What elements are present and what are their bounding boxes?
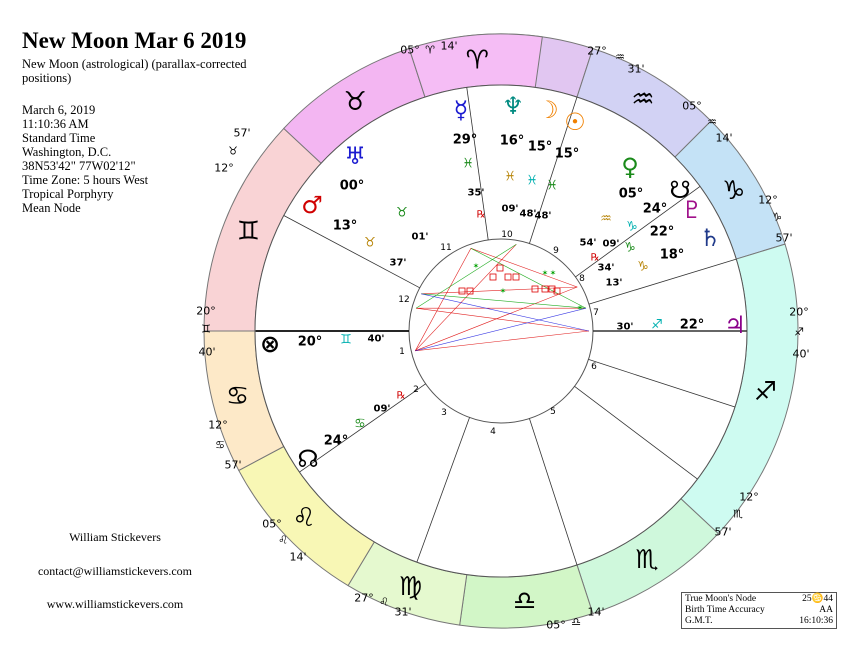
venus-degree: 05° bbox=[618, 186, 644, 202]
cusp-sign: ♌ bbox=[278, 533, 288, 547]
mercury-degree: 29° bbox=[452, 132, 478, 148]
cusp-minute: 57' bbox=[775, 231, 793, 245]
info-location: Washington, D.C. bbox=[22, 145, 112, 159]
aspect-marker-sextile: ✶ bbox=[499, 286, 507, 296]
aspect-marker-sextile: ✶ bbox=[472, 261, 480, 271]
saturn-minute: 13' bbox=[605, 277, 623, 289]
venus-glyph: ♀ bbox=[621, 153, 639, 181]
south-node-glyph: ☋ bbox=[669, 176, 691, 204]
house-number-4: 4 bbox=[490, 427, 496, 437]
neptune-glyph: ♆ bbox=[502, 92, 524, 120]
cusp-sign: ♒ bbox=[615, 50, 625, 64]
subtitle-line-1: New Moon (astrological) (parallax-corrected bbox=[22, 57, 247, 71]
mercury-glyph: ☿ bbox=[453, 96, 469, 124]
cusp-minute: 57' bbox=[233, 126, 251, 140]
cusp-degree: 27° bbox=[587, 44, 607, 58]
jupiter-glyph: ♃ bbox=[724, 311, 746, 339]
sign-glyph-taurus: ♉ bbox=[343, 87, 367, 118]
cusp-degree: 05° bbox=[262, 517, 282, 531]
house-number-3: 3 bbox=[441, 408, 447, 418]
moon-minute: 48' bbox=[519, 208, 537, 220]
pluto-glyph: ♇ bbox=[681, 196, 703, 224]
aspect-marker-sextile: ✶ bbox=[549, 268, 557, 278]
sign-glyph-scorpio: ♏ bbox=[635, 544, 659, 575]
sign-glyph-cancer: ♋ bbox=[225, 381, 250, 412]
info-coordinates: 38N53'42" 77W02'12" bbox=[22, 159, 136, 173]
uranus-degree: 00° bbox=[339, 178, 365, 194]
cusp-degree: 27° bbox=[354, 591, 374, 605]
sign-glyph-capricorn: ♑ bbox=[722, 176, 746, 207]
north-node-minute: 09' bbox=[373, 403, 391, 415]
cusp-minute: 57' bbox=[224, 458, 242, 472]
cusp-degree: 12° bbox=[758, 193, 778, 207]
venus-sign: ♒ bbox=[600, 211, 612, 227]
mars-glyph: ♂ bbox=[301, 191, 323, 219]
cusp-degree: 20° bbox=[789, 305, 809, 319]
sun-minute: 48' bbox=[534, 210, 552, 222]
part-of-fortune-sign: ♊ bbox=[340, 332, 352, 348]
house-number-11: 11 bbox=[440, 243, 452, 253]
mars-degree: 13° bbox=[332, 218, 358, 234]
sign-glyph-aquarius: ♒ bbox=[631, 84, 655, 115]
sun-glyph: ☉ bbox=[564, 108, 586, 136]
house-number-2: 2 bbox=[413, 385, 419, 395]
cusp-sign: ♉ bbox=[228, 144, 238, 158]
part-of-fortune-minute: 40' bbox=[367, 333, 385, 345]
moon-degree: 15° bbox=[527, 139, 553, 155]
cusp-sign: ♌ bbox=[379, 595, 389, 609]
cusp-minute: 14' bbox=[587, 605, 605, 619]
cusp-minute: 14' bbox=[440, 39, 458, 53]
sun-sign: ♓ bbox=[546, 178, 558, 194]
house-number-7: 7 bbox=[593, 308, 599, 318]
neptune-minute: 09' bbox=[501, 203, 519, 215]
neptune-degree: 16° bbox=[499, 133, 525, 149]
chart-title: New Moon Mar 6 2019 bbox=[22, 28, 247, 53]
info-date: March 6, 2019 bbox=[22, 103, 96, 117]
aspect-marker-sextile: ✶ bbox=[541, 268, 549, 278]
mercury-sign: ♓ bbox=[462, 156, 474, 172]
mercury-retro: ℞ bbox=[476, 209, 486, 221]
south-node-sign: ♑ bbox=[626, 219, 638, 235]
cusp-sign: ♒ bbox=[707, 115, 717, 129]
info-time: 11:10:36 AM bbox=[22, 117, 89, 131]
cusp-degree: 12° bbox=[214, 161, 234, 175]
mars-sign: ♉ bbox=[364, 235, 376, 251]
sign-glyph-sagittarius: ♐ bbox=[753, 377, 778, 408]
uranus-minute: 01' bbox=[411, 231, 429, 243]
pluto-minute: 34' bbox=[597, 262, 615, 274]
cusp-degree: 20° bbox=[196, 304, 216, 318]
house-number-5: 5 bbox=[550, 407, 556, 417]
author-email[interactable]: contact@williamstickevers.com bbox=[37, 564, 192, 578]
sign-glyph-libra: ♎ bbox=[513, 586, 537, 617]
venus-minute: 54' bbox=[579, 237, 597, 249]
moon-sign: ♓ bbox=[526, 173, 538, 189]
house-number-6: 6 bbox=[591, 362, 597, 372]
north-node-retro: ℞ bbox=[396, 390, 406, 402]
cusp-minute: 40' bbox=[792, 347, 810, 361]
saturn-sign: ♑ bbox=[637, 259, 649, 275]
house-number-9: 9 bbox=[553, 246, 559, 256]
cusp-sign: ♊ bbox=[201, 322, 211, 336]
legend-row: Birth Time Accuracy AA bbox=[685, 605, 833, 615]
cusp-degree: 12° bbox=[739, 490, 759, 504]
pluto-degree: 22° bbox=[649, 224, 675, 240]
house-number-12: 12 bbox=[398, 295, 410, 305]
cusp-minute: 31' bbox=[394, 605, 412, 619]
cusp-degree: 12° bbox=[208, 418, 228, 432]
mercury-minute: 35' bbox=[467, 187, 485, 199]
part-of-fortune-degree: 20° bbox=[297, 334, 323, 350]
cusp-minute: 14' bbox=[289, 550, 307, 564]
cusp-minute: 31' bbox=[627, 62, 645, 76]
south-node-retro: ℞ bbox=[590, 252, 600, 264]
pluto-sign: ♑ bbox=[624, 240, 636, 256]
sign-glyph-leo: ♌ bbox=[292, 502, 316, 533]
south-node-minute: 09' bbox=[602, 238, 620, 250]
neptune-sign: ♓ bbox=[504, 169, 516, 185]
moon-glyph: ☽ bbox=[537, 96, 559, 124]
info-house-system: Tropical Porphyry bbox=[22, 187, 114, 201]
legend-row: G.M.T. 16:10:36 bbox=[685, 616, 833, 626]
house-number-8: 8 bbox=[579, 274, 585, 284]
uranus-sign: ♉ bbox=[396, 205, 408, 221]
cusp-sign: ♎ bbox=[571, 615, 581, 629]
cusp-sign: ♐ bbox=[794, 325, 804, 339]
north-node-glyph: ☊ bbox=[297, 445, 319, 473]
jupiter-sign: ♐ bbox=[651, 317, 663, 333]
house-number-10: 10 bbox=[501, 230, 513, 240]
north-node-degree: 24° bbox=[323, 433, 349, 449]
cusp-degree: 05° bbox=[400, 43, 420, 57]
jupiter-minute: 30' bbox=[616, 321, 634, 333]
cusp-minute: 57' bbox=[714, 525, 732, 539]
sign-glyph-virgo: ♍ bbox=[398, 571, 423, 602]
author-name: William Stickevers bbox=[69, 530, 161, 544]
part-of-fortune-glyph: ⊗ bbox=[259, 330, 281, 358]
uranus-glyph: ♅ bbox=[344, 142, 366, 170]
sign-glyph-gemini: ♊ bbox=[236, 216, 261, 247]
inner-circle bbox=[409, 239, 593, 423]
sun-degree: 15° bbox=[554, 146, 580, 162]
jupiter-degree: 22° bbox=[679, 317, 705, 333]
cusp-degree: 05° bbox=[682, 99, 702, 113]
cusp-minute: 14' bbox=[715, 131, 733, 145]
aspect-marker-sextile: ✶ bbox=[576, 303, 584, 313]
cusp-sign: ♈ bbox=[425, 43, 435, 57]
mars-minute: 37' bbox=[389, 257, 407, 269]
saturn-degree: 18° bbox=[659, 247, 685, 263]
house-number-1: 1 bbox=[399, 347, 405, 357]
legend-row: True Moon's Node 25♋44 bbox=[685, 594, 833, 604]
info-timezone: Time Zone: 5 hours West bbox=[22, 173, 149, 187]
south-node-degree: 24° bbox=[642, 201, 668, 217]
north-node-sign: ♋ bbox=[354, 416, 366, 432]
cusp-degree: 05° bbox=[546, 618, 566, 632]
info-node-type: Mean Node bbox=[22, 201, 81, 215]
sign-glyph-aries: ♈ bbox=[465, 45, 489, 76]
info-time-type: Standard Time bbox=[22, 131, 96, 145]
subtitle-line-2: positions) bbox=[22, 71, 72, 85]
cusp-sign: ♑ bbox=[772, 210, 782, 224]
author-website[interactable]: www.williamstickevers.com bbox=[46, 597, 184, 611]
saturn-glyph: ♄ bbox=[699, 224, 721, 252]
cusp-minute: 40' bbox=[198, 345, 216, 359]
cusp-sign: ♏ bbox=[733, 507, 743, 521]
cusp-sign: ♋ bbox=[215, 438, 225, 452]
